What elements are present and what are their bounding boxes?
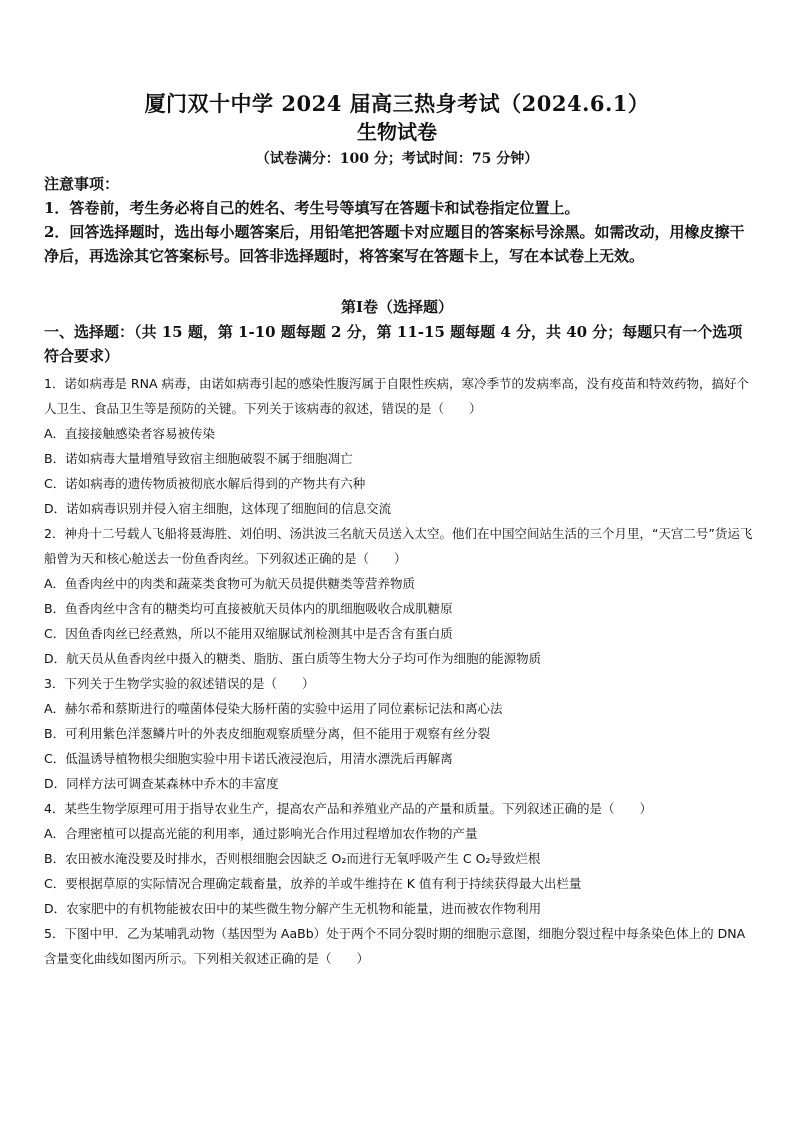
- option-d: D．农家肥中的有机物能被农田中的某些微生物分解产生无机物和能量，进而被农作物利用: [44, 901, 542, 916]
- question-stem: 3．下列关于生物学实验的叙述错误的是（ ）: [44, 676, 315, 691]
- option-b: B．农田被水淹没要及时排水，否则根细胞会因缺乏 O₂而进行无氧呼吸产生 C O₂导致烂根: [44, 851, 541, 866]
- option-c: C．因鱼香肉丝已经煮熟，所以不能用双缩脲试剂检测其中是否含有蛋白质: [44, 626, 453, 641]
- notes-item-1: 1．答卷前，考生务必将自己的姓名、考生号等填写在答题卡和试卷指定位置上。: [44, 199, 580, 217]
- option-c: C．低温诱导植物根尖细胞实验中用卡诺氏液浸泡后，用清水漂洗后再解离: [44, 751, 453, 766]
- option-d: D．同样方法可调查某森林中乔木的丰富度: [44, 776, 279, 791]
- option-a: A．合理密植可以提高光能的利用率，通过影响光合作用过程增加农作物的产量: [44, 826, 478, 841]
- exam-title: 厦门双十中学 2024 届高三热身考试（2024.6.1）: [144, 91, 650, 116]
- question-stem: 5．下图中甲．乙为某哺乳动物（基因型为 AaBb）处于两个不同分裂时期的细胞示意图，细胞分裂过程中每条染色体上的 DNA 含量变化曲线如图丙所示。下列相关叙述正确的是（ ）: [44, 926, 746, 966]
- option-d: D．诺如病毒识别并侵入宿主细胞，这体现了细胞间的信息交流: [44, 501, 392, 516]
- question-list: [44, 371, 756, 971]
- option-a: A．直接接触感染者容易被传染: [44, 426, 216, 441]
- question-stem: 2．神舟十二号载人飞船将聂海胜、刘伯明、汤洪波三名航天员送入太空。他们在中国空间站生活的三个月里，“天宫二号”货运飞船曾为天和核心舱送去一份鱼香肉丝。下列叙述正确的是（ ）: [44, 526, 753, 566]
- option-b: B．诺如病毒大量增殖导致宿主细胞破裂不属于细胞凋亡: [44, 451, 353, 466]
- question-3: [44, 671, 756, 796]
- section-title: 第Ⅰ卷（选择题）: [340, 298, 454, 316]
- notes-block: [44, 172, 754, 268]
- question-stem: 1．诺如病毒是 RNA 病毒，由诺如病毒引起的感染性腹泻属于自限性疾病，寒冷季节的发病率高，没有疫苗和特效药物，搞好个人卫生、食品卫生等是预防的关键。下列关于该病毒的叙述，错误的是（ ）: [44, 376, 749, 416]
- question-stem: 4．某些生物学原理可用于指导农业生产，提高农产品和养殖业产品的产量和质量。下列叙述正确的是（ ）: [44, 801, 652, 816]
- question-2: [44, 521, 756, 671]
- exam-meta: （试卷满分：100 分；考试时间：75 分钟）: [255, 151, 539, 167]
- option-c: C．诺如病毒的遗传物质被彻底水解后得到的产物共有六种: [44, 476, 366, 491]
- question-1: [44, 371, 756, 521]
- option-b: B．鱼香肉丝中含有的糖类均可直接被航天员体内的肌细胞吸收合成肌糖原: [44, 601, 453, 616]
- option-c: C．要根据草原的实际情况合理确定载畜量，放养的羊或牛维持在 K 值有利于持续获得最大出栏量: [44, 876, 582, 891]
- option-a: A．鱼香肉丝中的肉类和蔬菜类食物可为航天员提供糖类等营养物质: [44, 576, 416, 591]
- question-4: [44, 796, 756, 921]
- section-instructions: 一、选择题：（共 15 题，第 1-10 题每题 2 分，第 11-15 题每题 4 分，共 40 分；每题只有一个选项符合要求）: [44, 323, 743, 365]
- question-5: [44, 921, 756, 971]
- option-b: B．可利用紫色洋葱鳞片叶的外表皮细胞观察质壁分离，但不能用于观察有丝分裂: [44, 726, 491, 741]
- option-d: D．航天员从鱼香肉丝中摄入的糖类、脂肪、蛋白质等生物大分子均可作为细胞的能源物质: [44, 651, 542, 666]
- notes-item-2: 2．回答选择题时，选出每小题答案后，用铅笔把答题卡对应题目的答案标号涂黑。如需改动，用橡皮擦干净后，再选涂其它答案标号。回答非选择题时，将答案写在答题卡上，写在本试卷上无效。: [44, 223, 745, 265]
- notes-heading: 注意事项：: [44, 175, 120, 193]
- exam-subtitle: 生物试卷: [357, 120, 437, 144]
- option-a: A．赫尔希和蔡斯进行的噬菌体侵染大肠杆菌的实验中运用了同位素标记法和离心法: [44, 701, 503, 716]
